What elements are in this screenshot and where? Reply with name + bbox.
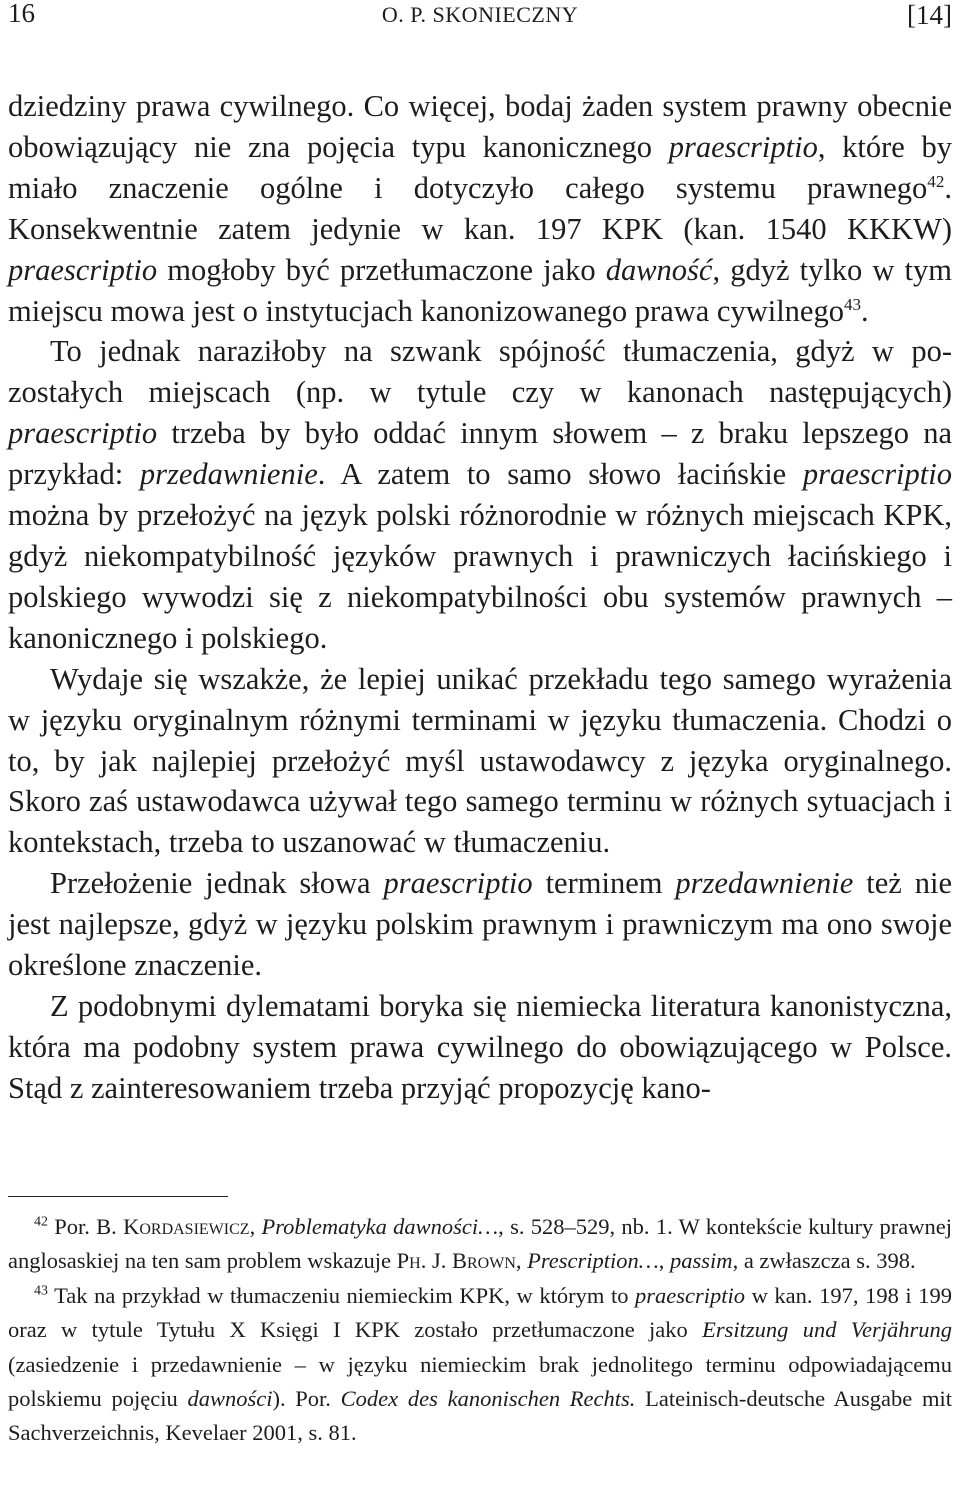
text: Tak na przykład w tłumaczeniu niemieckim KPK, w którym to — [47, 1282, 636, 1308]
text: . Konsekwentnie zatem jedynie w kan. 197 KPK (kan. 1540 KKKW) — [8, 170, 952, 246]
paragraph-1 — [8, 86, 952, 331]
text: mogłoby być przetłumaczone jako — [157, 252, 606, 287]
title-italic: Codex des kanonischen Rechts. — [340, 1386, 636, 1412]
footnote-separator — [8, 1196, 228, 1197]
text: ). Por. — [272, 1386, 341, 1412]
text: w kan. 197, 198 i 199 oraz w tytule Tytułu X Księgi I KPK zostało przetłumaczone jako — [8, 1282, 952, 1343]
footnote-ref-42[interactable]: 42 — [927, 171, 945, 191]
term-italic: praescriptio — [383, 866, 533, 901]
text: Por. B. — [47, 1214, 124, 1239]
author-name: Kordasiewicz — [123, 1214, 250, 1239]
document-page — [8, 0, 952, 1510]
text: , a zwłaszcza s. 398. — [732, 1248, 916, 1274]
author-name: Ph. J. Brown — [396, 1248, 516, 1274]
paragraph-2 — [8, 331, 952, 658]
text: trzeba by było oddać innym słowem – z braku lepszego na przykład: — [8, 416, 952, 492]
text: , — [515, 1248, 528, 1274]
text: terminem — [532, 866, 676, 901]
term-italic: praescriptio — [802, 457, 952, 492]
paragraph-3: Wydaje się wszakże, że lepiej unikać przekładu tego samego wyrażenia w języku oryginalnym różnymi terminami w języku tłumaczenia. Chodzi o to, by jak najlepiej przełożyć myśl ustawodawcy z języka oryginalnego. Skoro zaś ustawodawca używał tego samego terminu w różnych sytuacjach i kontekstach, trzeba to uszanować w tłumaczeniu. — [8, 661, 952, 860]
page-number: 16 — [8, 0, 35, 28]
text: To jednak naraziłoby na szwank spójność tłumaczenia, gdyż w pozostałych miejscach (np. w tytule czy w kanonach następujących) — [8, 334, 952, 410]
text: , gdyż tylko w tym miejscu mowa jest o instytucjach kanonizowanego prawa cywilnego — [8, 252, 952, 328]
title-italic: Problematyka dawności… — [261, 1214, 499, 1239]
text: , — [658, 1248, 671, 1274]
term-italic: Ersitzung und Verjährung — [702, 1317, 953, 1343]
running-head-author: O. P. SKONIECZNY — [381, 2, 579, 27]
text: . — [861, 293, 869, 328]
footnotes — [8, 1210, 952, 1451]
text: . A zatem to samo słowo łacińskie — [317, 457, 803, 492]
text: Przełożenie jednak słowa — [50, 866, 384, 901]
main-text — [8, 86, 952, 1109]
footnote-ref-43[interactable]: 43 — [843, 294, 862, 314]
footnote-43 — [8, 1279, 952, 1451]
text: też nie jest najlepsze, gdyż w języku polskim prawnym i prawniczym ma ono swoje określone znaczenie. — [8, 866, 952, 983]
text: , które by miało znaczenie ogólne i dotyczyło całego systemu prawnego — [8, 129, 952, 205]
term-italic: praescriptio — [8, 252, 158, 287]
text: (zasiedzenie i przedawnienie – w języku niemieckim brak jednolitego terminu odpowiadającemu polskiemu pojęciu — [8, 1351, 952, 1412]
footnote-42 — [8, 1210, 952, 1279]
title-italic: Prescription… — [527, 1248, 659, 1274]
term-italic: praescriptio — [635, 1282, 746, 1308]
text: dziedziny prawa cywilnego. Co więcej, bodaj żaden system prawny obecnie obowiązujący nie zna pojęcia typu kanonicznego — [8, 89, 952, 164]
paragraph-4 — [8, 863, 952, 986]
footnote-number: 42 — [34, 1214, 48, 1230]
text: , s. 528–529, nb. 1. W kontekście kultury prawnej anglosaskiej na ten sam problem wskazuje — [8, 1214, 953, 1274]
term-italic: dawność — [605, 252, 713, 287]
footnote-number: 43 — [34, 1283, 48, 1299]
term-italic: passim — [670, 1248, 733, 1274]
text: Lateinisch-deutsche Ausgabe mit Sachverzeichnis, Kevelaer 2001, s. 81. — [8, 1386, 952, 1446]
term-italic: przedawnienie — [139, 457, 318, 492]
paragraph-5: Z podobnymi dylematami boryka się niemiecka literatura kanonistyczna, która ma podobny system prawa cywilnego do obowiązującego w Polsce. Stąd z zainteresowaniem trzeba przyjąć propozycję kano- — [8, 988, 952, 1105]
text: można by przełożyć na język polski różnorodnie w różnych miejscach KPK, gdyż niekompatybilność języków prawnych i prawniczych łacińskiego i polskiego wywodzi się z niekompatybilności obu systemów prawnych – kanonicznego i polskiego. — [8, 498, 952, 655]
term-italic: dawności — [187, 1386, 273, 1412]
text: , — [249, 1214, 262, 1239]
page-header — [8, 0, 952, 36]
term-italic: przedawnienie — [675, 866, 854, 901]
term-italic: praescriptio — [668, 129, 818, 164]
term-italic: praescriptio — [8, 416, 158, 451]
running-head-section: [14] — [907, 0, 952, 30]
